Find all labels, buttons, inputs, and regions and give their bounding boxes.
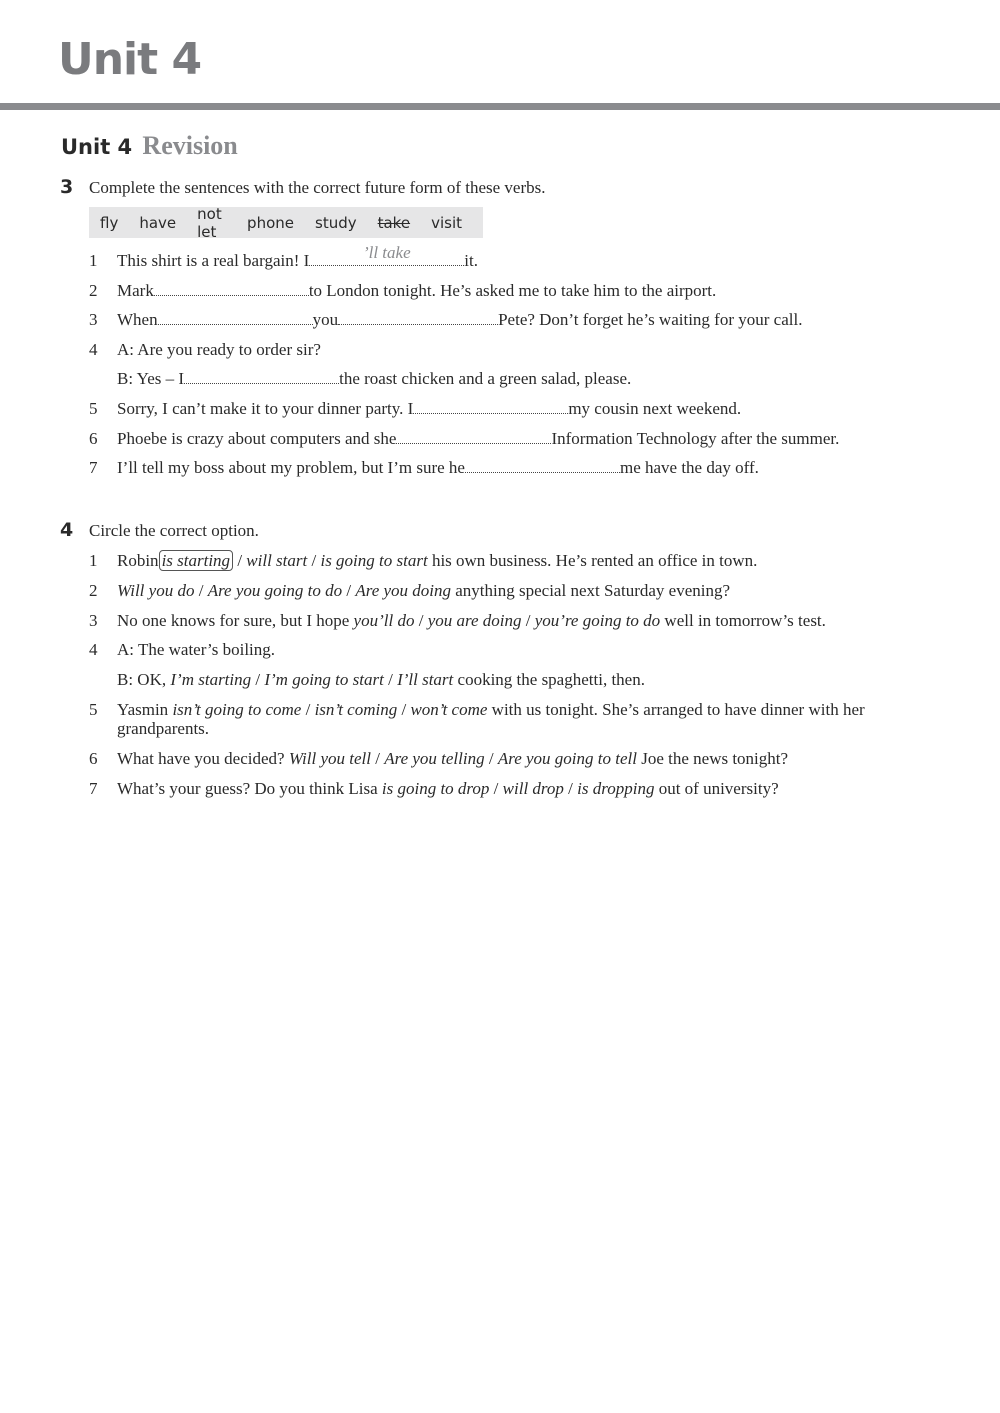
item-text: What have you decided? [117,749,285,768]
item-text: Yasmin [117,700,169,719]
verb-word: study [315,213,357,232]
option[interactable]: Are you going to do [207,581,343,600]
item-text: the roast chicken and a green salad, please. [339,369,632,388]
item-text: Joe the news tonight? [641,749,789,768]
option[interactable]: won’t come [410,700,488,719]
verb-word: not let [197,204,222,241]
exercise-3-instruction: Complete the sentences with the correct future form of these verbs. [89,178,546,197]
option[interactable]: will drop [502,779,564,798]
verb-word: have [139,213,177,232]
item-number: 3 [89,611,98,630]
item-number: 5 [89,399,98,418]
example-answer: ’ll take [362,243,411,262]
option[interactable]: Will you tell [288,749,371,768]
option[interactable]: Are you doing [355,581,452,600]
option[interactable]: you’ll do [353,611,415,630]
ex3-item-4 [89,340,321,360]
unit-header [58,34,201,85]
option[interactable]: isn’t coming [314,700,398,719]
item-number: 6 [89,749,98,768]
ex3-item-1 [89,243,478,271]
ex4-item-4 [89,640,275,660]
item-text: well in tomorrow’s test. [664,611,826,630]
ex3-item-7 [89,458,759,478]
ex4-item-6: 6 What have you decided? Will you tell / Are you telling / Are you going to tell Joe the news tonight? [89,749,789,768]
item-number: 3 [89,310,98,329]
answer-gap[interactable] [184,369,339,384]
item-text: out of university? [658,779,779,798]
item-text: A: The water’s boiling. [117,640,276,659]
item-text: B: Yes – I [117,369,185,388]
exercise-4-instruction: Circle the correct option. [89,521,259,540]
item-text: This shirt is a real bargain! I [117,251,310,270]
option[interactable]: isn’t going to come [172,700,302,719]
ex4-item-5 [89,700,887,738]
ex4-item-7: 7 What’s your guess? Do you think Lisa is going to drop / will drop / is dropping out of university? [89,779,779,798]
option[interactable]: Are you telling [384,749,485,768]
exercise-3-number: 3 [60,176,74,198]
item-text: his own business. He’s rented an office in town. [431,551,758,570]
answer-gap[interactable] [309,243,464,266]
verb-word-box [89,204,483,241]
section-label: Unit 4 [61,135,133,159]
item-body: Yasmin isn’t going to come / isn’t coming / won’t come with us tonight. She’s arranged to have dinner with her grandparents. [117,700,865,738]
item-number: 5 [89,700,98,719]
item-text: with us tonight. She’s arranged to have dinner with her grandparents. [117,700,865,738]
verb-word: visit [431,213,462,232]
ex3-item-6 [89,429,839,449]
ex4-item-4b: B: OK, I’m starting / I’m going to start / I’ll start cooking the spaghetti, then. [117,670,645,689]
option[interactable]: you’re going to do [534,611,661,630]
item-text: my cousin next weekend. [568,399,742,418]
item-text: to London tonight. He’s asked me to take him to the airport. [308,281,717,300]
answer-gap[interactable] [413,399,568,414]
option[interactable]: will start [246,551,308,570]
item-number: 7 [89,458,98,477]
option[interactable]: is dropping [577,779,655,798]
item-text: anything special next Saturday evening? [455,581,731,600]
ex3-item-2 [89,281,716,301]
verb-word: phone [247,213,294,232]
item-text: Phoebe is crazy about computers and she [117,429,397,448]
option[interactable]: you are doing [427,611,522,630]
item-text: Sorry, I can’t make it to your dinner party. I [117,399,414,418]
option[interactable]: Will you do [117,581,195,600]
item-text: Information Technology after the summer. [551,429,840,448]
item-text: cooking the spaghetti, then. [457,670,645,689]
option[interactable]: I’m going to start [264,670,384,689]
option[interactable]: I’ll start [397,670,454,689]
item-text: I’ll tell my boss about my problem, but I’m sure he [117,458,465,477]
ex3-item-3 [89,310,802,330]
answer-gap[interactable] [158,310,313,325]
item-text: Pete? Don’t forget he’s waiting for your call. [498,310,803,329]
item-number: 4 [89,640,98,659]
item-number: 1 [89,551,98,570]
option[interactable]: I’m starting [170,670,252,689]
item-number: 1 [89,251,98,270]
item-text: Robin [117,551,159,570]
item-number: 4 [89,340,98,359]
answer-gap[interactable] [154,281,309,296]
item-number: 2 [89,281,98,300]
ex4-item-3: 3 No one knows for sure, but I hope you’ll do / you are doing / you’re going to do well in tomorrow’s test. [89,611,826,630]
item-text: No one knows for sure, but I hope [117,611,350,630]
option-circled[interactable]: is starting [159,550,234,571]
item-text: me have the day off. [619,458,759,477]
item-text: When [117,310,158,329]
verb-word-struck: take [377,213,411,232]
section-revision: Revision [142,131,238,160]
item-text: A: Are you ready to order sir? [117,340,321,359]
item-text: it. [464,251,478,270]
unit-title: Unit 4 [58,34,202,85]
item-number: 6 [89,429,98,448]
item-number: 2 [89,581,98,600]
item-number: 7 [89,779,98,798]
ex4-item-1: 1 Robin is starting / will start / is going to start his own business. He’s rented an office in town. [89,551,758,570]
answer-gap[interactable] [338,310,498,325]
ex4-item-2: 2 Will you do / Are you going to do / Are you doing anything special next Saturday evening? [89,581,731,600]
option[interactable]: Are you going to tell [497,749,637,768]
ex3-item-5 [89,399,741,419]
item-text: Mark [117,281,154,300]
answer-gap[interactable] [396,429,551,444]
verb-word: fly [100,213,119,232]
answer-gap[interactable] [465,458,620,473]
section-title [61,131,238,161]
item-text: B: OK, [117,670,167,689]
item-text: you [312,310,339,329]
option[interactable]: is going to start [320,551,428,570]
option[interactable]: is going to drop [381,779,490,798]
exercise-4-number: 4 [60,519,74,541]
header-rule [0,103,1000,110]
item-text: What’s your guess? Do you think Lisa [117,779,378,798]
ex3-item-4b [117,369,631,389]
